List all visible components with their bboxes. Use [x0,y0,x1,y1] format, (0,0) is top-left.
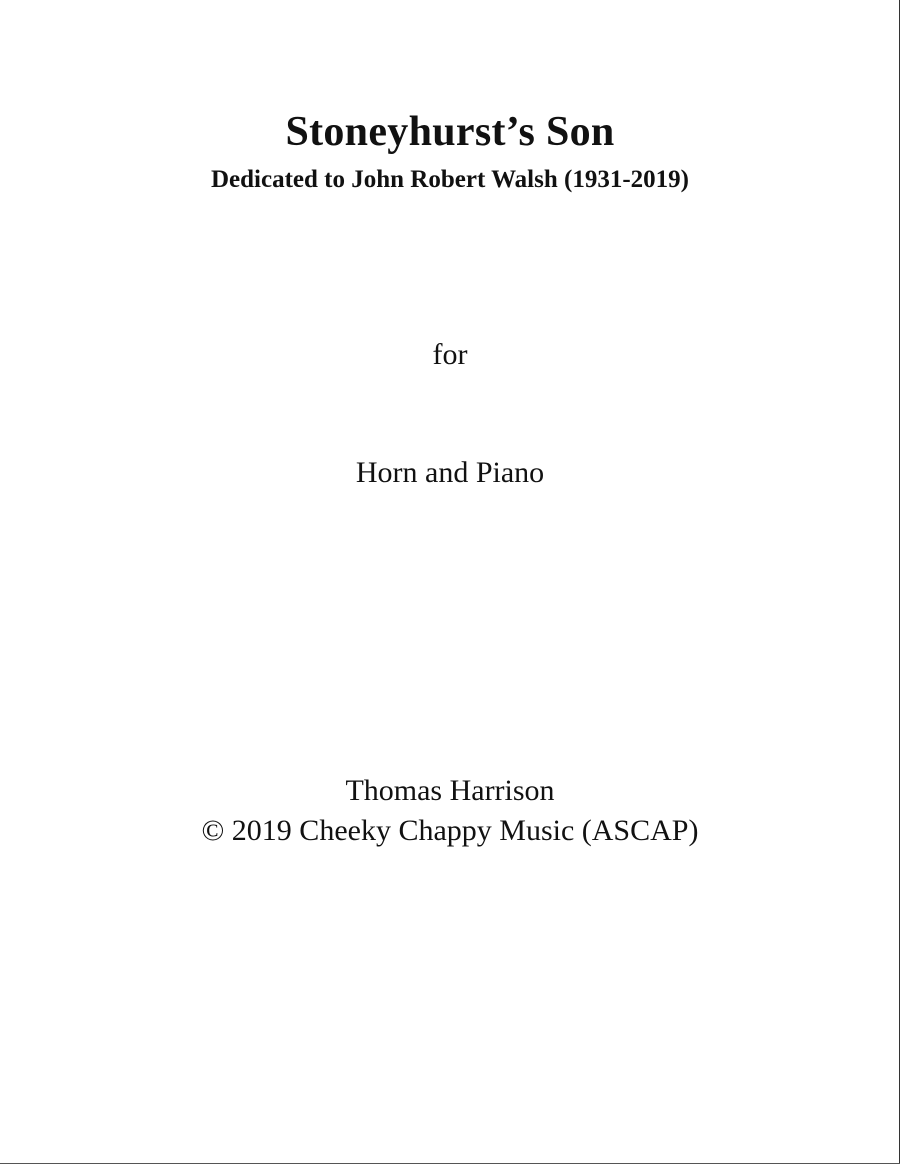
copyright-notice: © 2019 Cheeky Chappy Music (ASCAP) [201,814,699,847]
for-label: for [432,338,468,371]
composer-name: Thomas Harrison [345,774,555,807]
dedication-line: Dedicated to John Robert Walsh (1931-2019) [210,166,689,193]
instrumentation: Horn and Piano [355,456,545,489]
score-title: Stoneyhurst’s Son [285,109,615,155]
